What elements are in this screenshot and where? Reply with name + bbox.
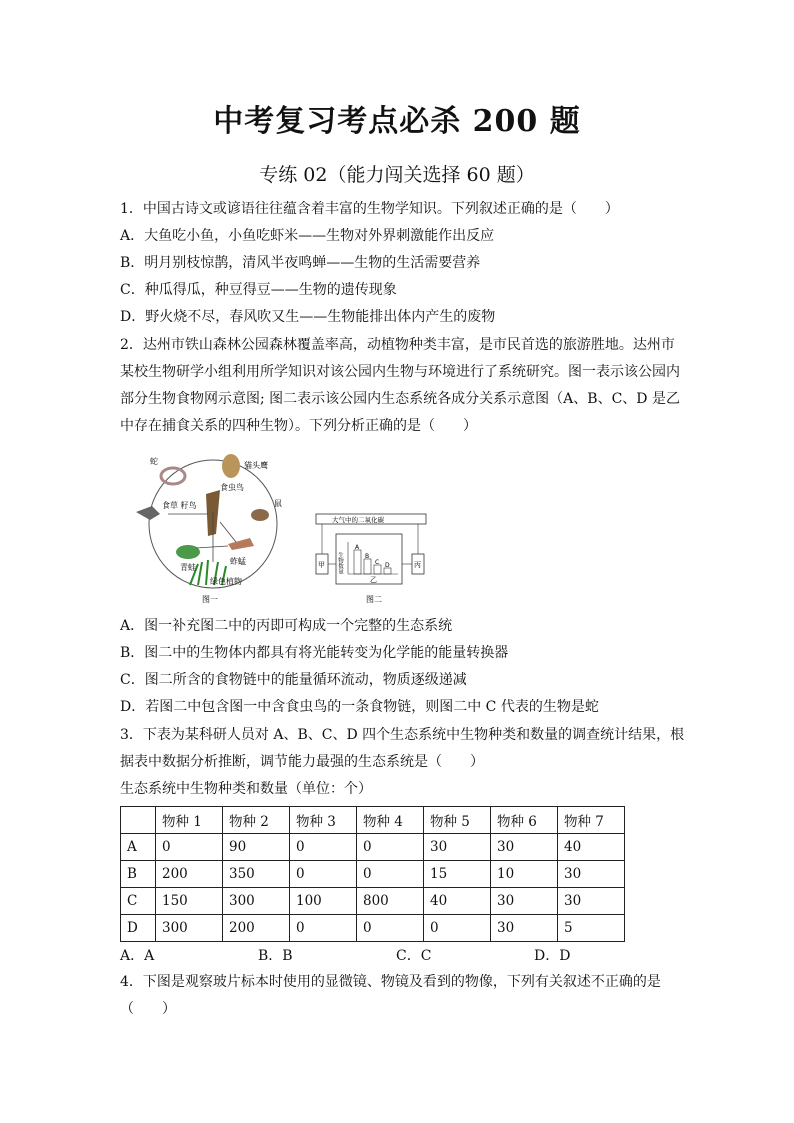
table-cell: 300 xyxy=(223,888,290,915)
table-cell: C xyxy=(121,888,156,915)
table-cell: 200 xyxy=(156,861,223,888)
label-grasshopper: 蚱蜢 xyxy=(230,557,246,566)
question-3-option-b: B．B xyxy=(258,948,293,964)
table-header-cell: 物种 5 xyxy=(424,807,491,834)
mouse-icon xyxy=(251,509,269,521)
figure-2-caption: 图二 xyxy=(366,595,382,604)
page-title: 中考复习考点必杀 200 题 xyxy=(213,104,581,139)
species-table xyxy=(120,806,625,942)
table-cell: 5 xyxy=(558,915,625,942)
table-cell: 30 xyxy=(491,915,558,942)
question-1-stem: 1．中国古诗文或谚语往往蕴含着丰富的生物学知识。下列叙述正确的是（ ） xyxy=(120,201,619,217)
table-cell: 150 xyxy=(156,888,223,915)
table-cell: 0 xyxy=(290,861,357,888)
bar-b xyxy=(364,559,371,574)
grasshopper-icon xyxy=(228,538,254,550)
table-cell: D xyxy=(121,915,156,942)
table-cell: 10 xyxy=(491,861,558,888)
snake-icon xyxy=(161,468,185,484)
table-cell: 0 xyxy=(290,834,357,861)
table-cell: 0 xyxy=(156,834,223,861)
bar-group xyxy=(354,544,391,574)
question-1-option-c: C．种瓜得瓜，种豆得豆——生物的遗传现象 xyxy=(120,282,397,298)
bar-label-b: B xyxy=(365,553,370,560)
table-cell: 30 xyxy=(491,888,558,915)
ecosystem-figure xyxy=(312,512,437,604)
table-cell: 30 xyxy=(558,861,625,888)
table-header-cell: 物种 1 xyxy=(156,807,223,834)
question-3-stem-line-1: 3．下表为某科研人员对 A、B、C、D 四个生态系统中生物种类和数量的调查统计结果，根 xyxy=(120,727,685,743)
table-cell: 40 xyxy=(558,834,625,861)
question-4-blank: （ ） xyxy=(120,1001,176,1017)
table-row xyxy=(121,888,625,915)
question-1-option-a: A．大鱼吃小鱼，小鱼吃虾米——生物对外界刺激能作出反应 xyxy=(120,228,495,244)
table-cell: 30 xyxy=(558,888,625,915)
question-2-stem-line-4: 中存在捕食关系的四种生物）。下列分析正确的是（ ） xyxy=(120,418,477,434)
bar-c xyxy=(374,565,381,574)
question-3-stem-line-2: 据表中数据分析推断，调节能力最强的生态系统是（ ） xyxy=(120,754,484,770)
question-2-stem-line-3: 部分生物食物网示意图; 图二表示该公园内生态系统各成分关系示意图（A、B、C、D 是乙 xyxy=(120,391,680,407)
label-yi: 乙 xyxy=(370,576,377,584)
table-cell: 0 xyxy=(424,915,491,942)
table-header-cell: 物种 4 xyxy=(357,807,424,834)
label-bing: 丙 xyxy=(414,561,421,569)
owl-icon xyxy=(222,454,240,478)
label-owl: 猫头鹰 xyxy=(244,461,268,470)
table-caption: 生态系统中生物种类和数量（单位：个） xyxy=(120,781,372,797)
table-cell: 350 xyxy=(223,861,290,888)
table-row xyxy=(121,861,625,888)
table-header-cell: 物种 7 xyxy=(558,807,625,834)
table-cell: 30 xyxy=(491,834,558,861)
label-co2: 大气中的二氧化碳 xyxy=(332,516,384,524)
table-cell: 0 xyxy=(357,915,424,942)
bar-label-a: A xyxy=(355,544,360,551)
table-cell: 40 xyxy=(424,888,491,915)
table-cell: 100 xyxy=(290,888,357,915)
granivore-bird-icon xyxy=(136,506,160,520)
table-cell: 300 xyxy=(156,915,223,942)
question-2-stem-line-1: 2．达州市铁山森林公园森林覆盖率高，动植物种类丰富，是市民首选的旅游胜地。达州市 xyxy=(120,337,675,353)
table-row xyxy=(121,915,625,942)
table-header-cell: 物种 3 xyxy=(290,807,357,834)
table-header-cell: 物种 2 xyxy=(223,807,290,834)
table-header-cell xyxy=(121,807,156,834)
figure-1-caption: 图一 xyxy=(202,595,218,604)
table-cell: 200 xyxy=(223,915,290,942)
question-3-option-c: C．C xyxy=(396,948,432,964)
question-2-option-a: A．图一补充图二中的丙即可构成一个完整的生态系统 xyxy=(120,618,453,634)
table-header-cell: 物种 6 xyxy=(491,807,558,834)
table-cell: 800 xyxy=(357,888,424,915)
question-2-option-c: C．图二所含的食物链中的能量循环流动，物质逐级递减 xyxy=(120,672,467,688)
table-cell: 0 xyxy=(357,861,424,888)
food-web-figure xyxy=(128,452,298,607)
question-4-stem: 4．下图是观察玻片标本时使用的显微镜、物镜及看到的物像，下列有关叙述不正确的是 xyxy=(120,974,661,990)
label-jia: 甲 xyxy=(318,561,325,569)
label-snake: 蛇 xyxy=(150,457,158,466)
label-ylabel: 生物数量 xyxy=(337,552,343,574)
question-2-stem-line-2: 某校生物研学小组利用所学知识对该公园内生物与环境进行了系统研究。图一表示该公园内 xyxy=(120,364,680,380)
label-plant: 绿色植物 xyxy=(210,577,242,586)
frog-icon xyxy=(176,545,200,559)
label-insectivore: 食虫鸟 xyxy=(220,483,244,492)
question-3-option-d: D．D xyxy=(534,948,571,964)
table-cell: 15 xyxy=(424,861,491,888)
table-cell: B xyxy=(121,861,156,888)
bar-label-d: D xyxy=(385,562,390,569)
label-frog: 青蛙 xyxy=(180,563,196,572)
bar-a xyxy=(354,550,361,574)
question-2-option-d: D．若图二中包含图一中含食虫鸟的一条食物链，则图二中 C 代表的生物是蛇 xyxy=(120,699,599,715)
page-subtitle: 专练 02（能力闯关选择 60 题） xyxy=(259,164,535,186)
table-cell: 30 xyxy=(424,834,491,861)
label-mouse: 鼠 xyxy=(274,499,282,508)
question-3-option-a: A．A xyxy=(120,948,155,964)
question-1-option-b: B．明月别枝惊鹊，清风半夜鸣蝉——生物的生活需要营养 xyxy=(120,255,481,271)
table-cell: 0 xyxy=(290,915,357,942)
bar-label-c: C xyxy=(375,559,380,566)
table-header-row xyxy=(121,807,625,834)
table-cell: A xyxy=(121,834,156,861)
question-2-option-b: B．图二中的生物体内都具有将光能转变为化学能的能量转换器 xyxy=(120,645,509,661)
table-row xyxy=(121,834,625,861)
table-cell: 0 xyxy=(357,834,424,861)
table-cell: 90 xyxy=(223,834,290,861)
question-1-option-d: D．野火烧不尽，春风吹又生——生物能排出体内产生的废物 xyxy=(120,309,496,325)
label-granivore: 食草 籽鸟 xyxy=(162,501,197,510)
